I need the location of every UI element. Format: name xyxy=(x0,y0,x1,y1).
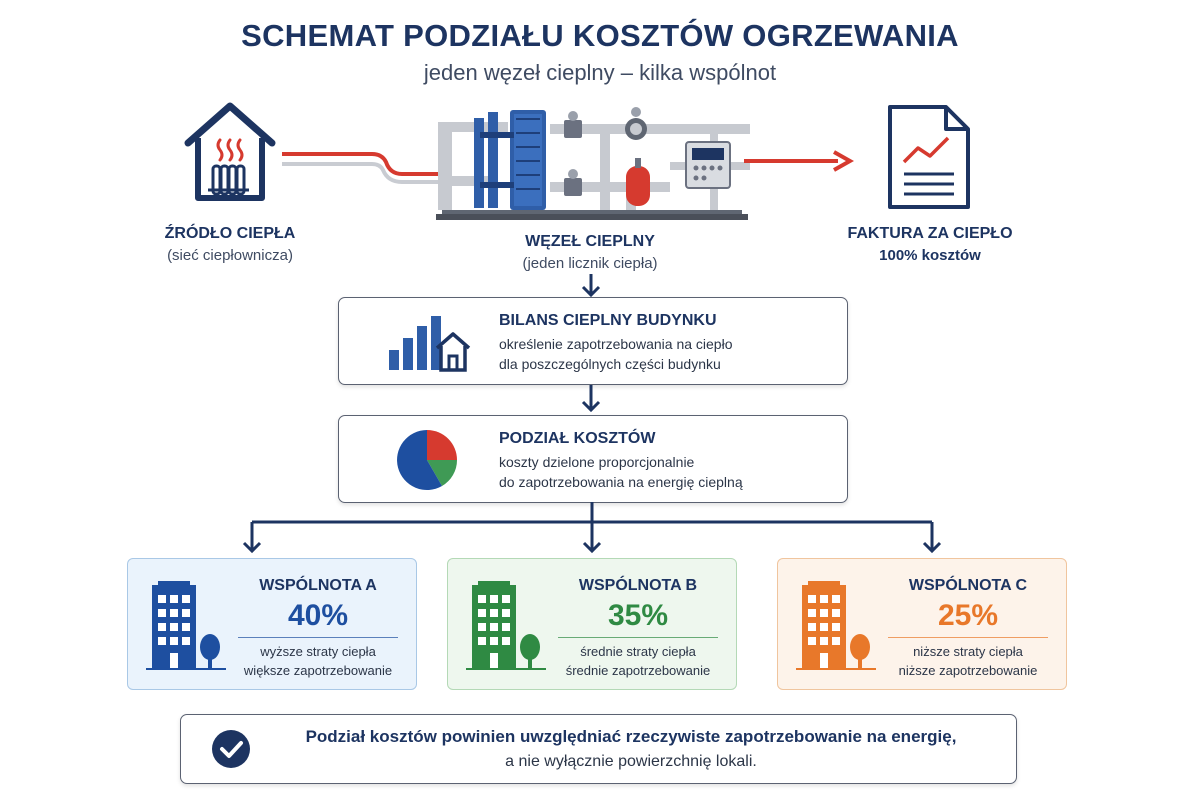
balance-line2: dla poszczególnych części budynku xyxy=(499,356,721,372)
invoice-document-icon xyxy=(886,104,972,210)
community-desc-line1: wyższe straty ciepła xyxy=(260,644,376,659)
node-label: WĘZEŁ CIEPLNY xyxy=(525,233,655,250)
community-card-c xyxy=(777,558,1067,690)
invoice-label: FAKTURA ZA CIEPŁO xyxy=(847,225,1013,242)
invoice-desc: 100% kosztów xyxy=(879,247,981,264)
apartment-building-icon xyxy=(146,579,226,671)
checkmark-circle-icon xyxy=(211,729,251,769)
down-arrow-1 xyxy=(580,274,602,298)
source-label: ŹRÓDŁO CIEPŁA xyxy=(164,225,296,242)
balance-title: BILANS CIEPLNY BUDYNKU xyxy=(499,312,717,329)
apartment-building-icon xyxy=(796,579,876,671)
community-divider xyxy=(558,637,718,638)
community-percent: 40% xyxy=(287,599,349,632)
split-line1: koszty dzielone proporcjonalnie xyxy=(499,454,695,470)
community-name: WSPÓLNOTA B xyxy=(578,577,698,594)
community-desc-line2: średnie zapotrzebowanie xyxy=(565,663,711,678)
cost-split-box xyxy=(338,415,848,503)
community-desc-line1: niższe straty ciepła xyxy=(913,644,1023,659)
community-percent: 25% xyxy=(937,599,999,632)
distribution-arrows xyxy=(240,502,950,556)
pie-chart-icon xyxy=(395,428,459,492)
node-desc: (jeden licznik ciepła) xyxy=(522,255,658,272)
split-title: PODZIAŁ KOSZTÓW xyxy=(499,430,656,447)
community-card-b xyxy=(447,558,737,690)
community-percent: 35% xyxy=(607,599,669,632)
heat-node-illustration xyxy=(430,102,750,226)
source-to-node-pipe xyxy=(280,140,440,190)
note-line1: Podział kosztów powinien uwzględniać rzeczywiste zapotrzebowanie na energię, xyxy=(305,727,957,746)
node-to-invoice-arrow xyxy=(742,148,854,174)
summary-note xyxy=(180,714,1017,784)
note-line2: a nie wyłącznie powierzchnię lokali. xyxy=(505,753,757,770)
diagram-subtitle: jeden węzeł cieplny – kilka wspólnot xyxy=(423,60,777,85)
community-divider xyxy=(238,637,398,638)
diagram-title: SCHEMAT PODZIAŁU KOSZTÓW OGRZEWANIA xyxy=(241,18,959,53)
community-card-a xyxy=(127,558,417,690)
down-arrow-2 xyxy=(580,385,602,413)
community-name: WSPÓLNOTA C xyxy=(908,577,1028,594)
community-name: WSPÓLNOTA A xyxy=(259,577,377,594)
balance-line1: określenie zapotrzebowania na ciepło xyxy=(499,336,733,352)
apartment-building-icon xyxy=(466,579,546,671)
community-divider xyxy=(888,637,1048,638)
community-desc-line1: średnie straty ciepła xyxy=(580,644,696,659)
bar-chart-house-icon xyxy=(387,314,473,372)
community-desc-line2: niższe zapotrzebowanie xyxy=(898,663,1038,678)
community-desc-line2: większe zapotrzebowanie xyxy=(243,663,393,678)
building-balance-box xyxy=(338,297,848,385)
source-desc: (sieć ciepłownicza) xyxy=(167,247,293,264)
house-radiator-icon xyxy=(180,98,280,203)
split-line2: do zapotrzebowania na energię cieplną xyxy=(499,474,743,490)
